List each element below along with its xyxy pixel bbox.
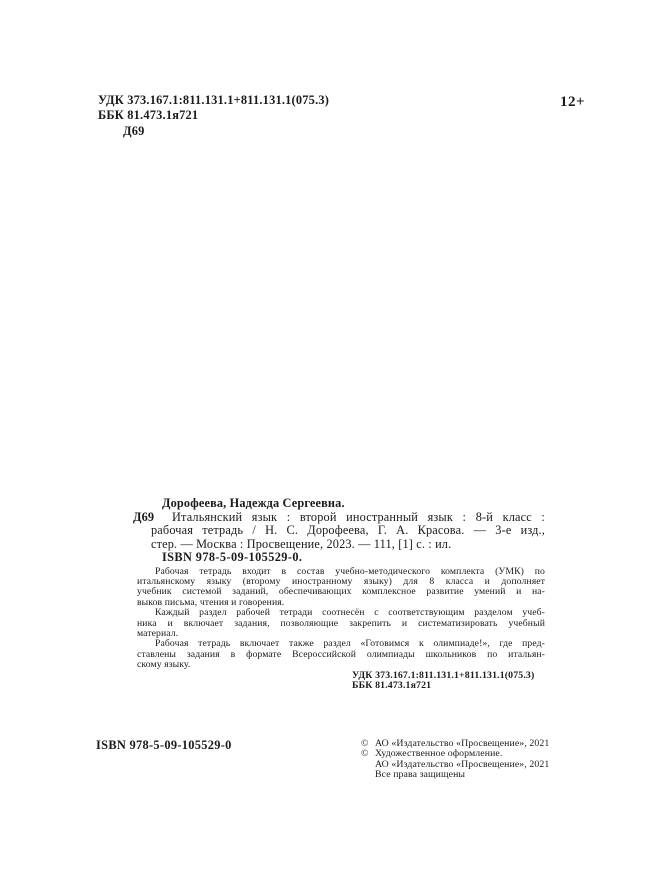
copyright-icon: © [361, 738, 369, 749]
text-line: Каждый раздел рабочей тетради соотнесён с соответствующим разделом учеб- [155, 607, 545, 619]
annotation-paragraph [137, 639, 545, 670]
card-bbk-code: ББК 81.473.1я721 [352, 680, 432, 692]
text-line: выков письма, чтения и говорения. [137, 596, 285, 608]
author-sign: Д69 [123, 123, 145, 138]
annotation-paragraph [137, 567, 545, 609]
text-line: учебник системой заданий, обеспечивающих комплексное развитие умений и на- [137, 586, 545, 598]
text-line: итальянскому языку (второму иностранному языку) для 8 класса и дополняет [137, 575, 545, 587]
annotation-paragraph [137, 608, 545, 639]
text-line: рабочая тетрадь / Н. С. Дорофеева, Г. А. Красова. — 3-е изд., [151, 523, 545, 537]
age-rating-badge: 12+ [560, 94, 586, 110]
top-codes-block [98, 93, 329, 139]
text-line: АО «Издательство «Просвещение», 2021 [375, 738, 550, 749]
card-author-sign: Д69 [133, 509, 155, 524]
udk-code: УДК 373.167.1:811.131.1+811.131.1(075.3) [98, 93, 330, 107]
text-line: ника и включает задания, позволяющие закрепить и систематизировать учебный [137, 617, 545, 629]
text-line: скому языку. [137, 659, 191, 671]
card-description-block [151, 497, 545, 565]
copyright-lines [375, 749, 549, 780]
card-udk-code: УДК 373.167.1:811.131.1+811.131.1(075.3) [352, 670, 535, 682]
text-line: Рабочая тетрадь входит в состав учебно-методического комплекта (УМК) по [155, 565, 545, 577]
text-line: АО «Издательство «Просвещение», 2021 [375, 758, 550, 770]
catalog-card [133, 496, 545, 692]
annotation-block [137, 567, 545, 671]
copyright-entry [361, 749, 549, 780]
text-line: материал. [137, 627, 179, 639]
author-heading: Дорофеева, Надежда Сергеевна. [162, 496, 345, 510]
bibliographic-description [151, 511, 545, 552]
text-line: Художественное оформление. [375, 748, 503, 760]
copyright-block [361, 739, 549, 781]
text-line: стер. — Москва : Просвещение, 2023. — 111, [1] с. : ил. [151, 536, 452, 551]
card-isbn: ISBN 978-5-09-105529-0. [162, 550, 303, 564]
text-line: Все права защищены [375, 769, 466, 781]
footer-isbn: ISBN 978-5-09-105529-0 [96, 738, 232, 752]
card-codes-block [352, 671, 545, 692]
text-line: Итальянский язык : второй иностранный язык : 8-й класс : [172, 509, 545, 524]
copyright-icon: © [361, 748, 369, 760]
text-line: Рабочая тетрадь включает также раздел «Готовимся к олимпиаде!», где пред- [155, 638, 545, 650]
bbk-code: ББК 81.473.1я721 [98, 108, 199, 123]
text-line: ставлены задания в формате Всероссийской олимпиады школьников по итальян- [137, 648, 545, 660]
